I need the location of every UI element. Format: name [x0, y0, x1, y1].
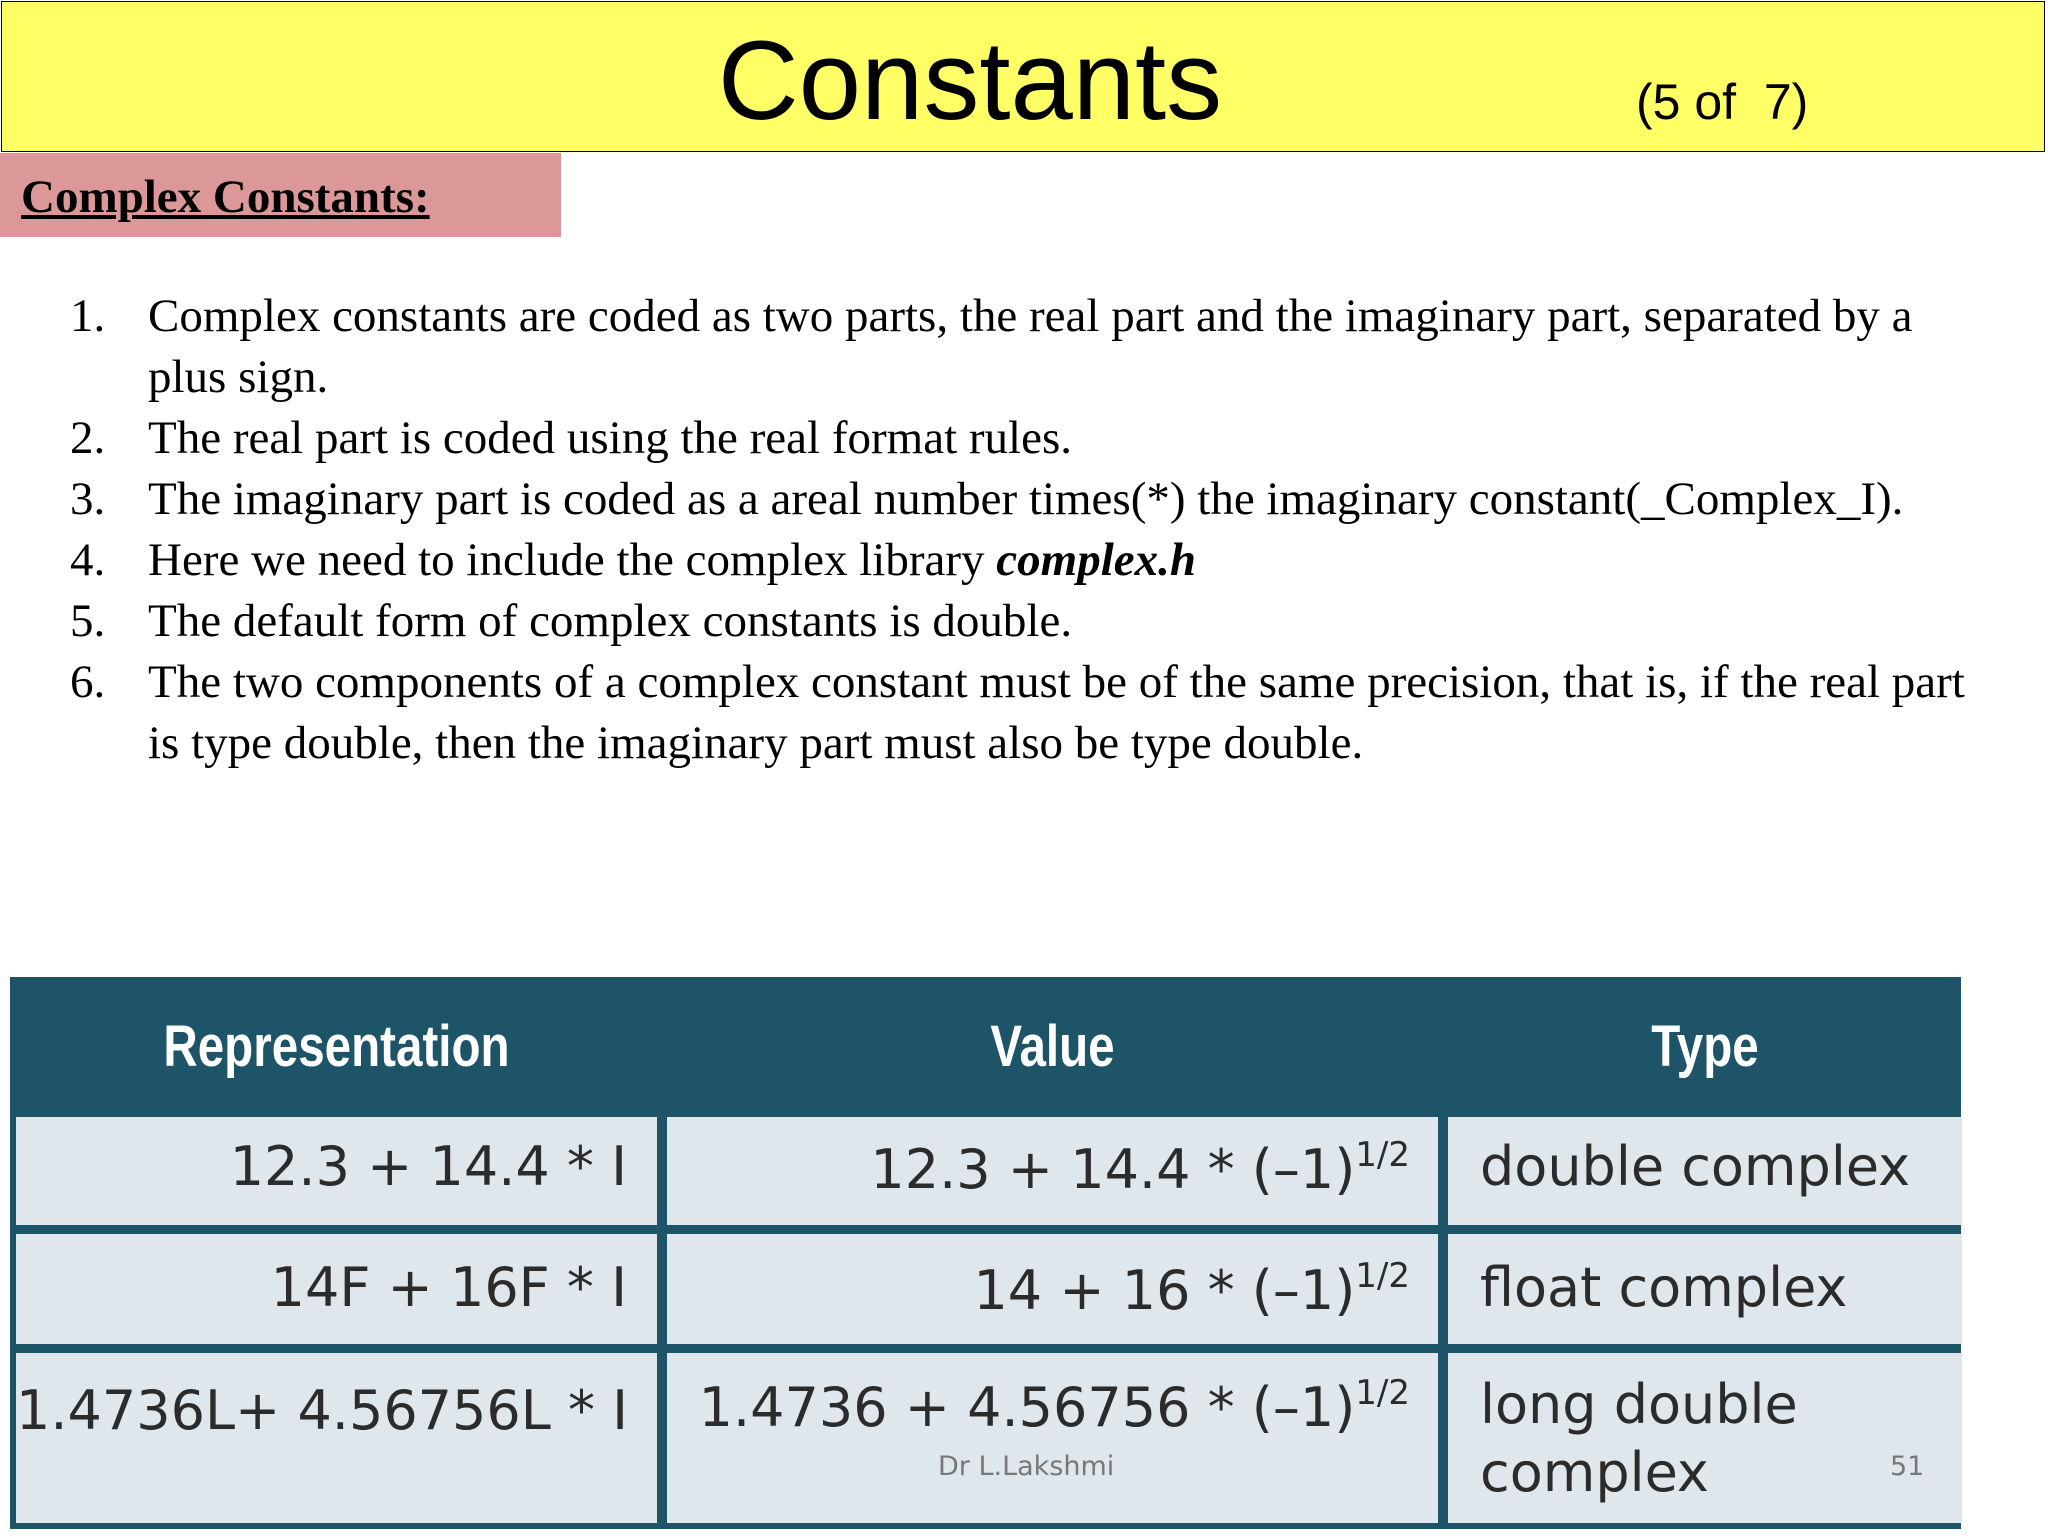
header-representation: Representation — [163, 1013, 510, 1079]
points-list — [70, 286, 1970, 774]
list-item — [70, 591, 1970, 652]
list-text: The default form of complex constants is double. — [148, 595, 1073, 647]
value-exponent: 1/2 — [1355, 1373, 1410, 1413]
cell-type: float complex — [1448, 1234, 1962, 1344]
cell-value — [667, 1353, 1438, 1523]
value-exponent: 1/2 — [1355, 1256, 1410, 1296]
list-text: Here we need to include the complex library — [148, 534, 997, 586]
list-number: 4. — [70, 534, 106, 586]
list-text-with-emphasis — [148, 530, 1968, 591]
cell-type: long double complex — [1448, 1353, 1962, 1523]
subheading-box — [0, 153, 561, 237]
list-text: The imaginary part is coded as a areal number times(*) the imaginary constant(_Complex_I). — [148, 473, 1904, 525]
footer-author: Dr L.Lakshmi — [938, 1451, 1115, 1482]
header-value: Value — [990, 1013, 1115, 1079]
title-bar — [1, 1, 2045, 152]
list-number: 2. — [70, 412, 106, 464]
page-number: 51 — [1890, 1451, 1925, 1482]
list-item — [70, 652, 1970, 774]
list-item — [70, 469, 1970, 530]
header-type: Type — [1651, 1013, 1759, 1079]
list-number: 3. — [70, 473, 106, 525]
list-item — [70, 286, 1970, 408]
cell-value — [667, 1117, 1438, 1225]
list-number: 5. — [70, 595, 106, 647]
cell-representation: 12.3 + 14.4 * I — [16, 1117, 657, 1225]
subheading: Complex Constants: — [21, 171, 430, 223]
cell-representation: 1.4736L+ 4.56756L * I — [16, 1353, 657, 1523]
cell-type: double complex — [1448, 1117, 1962, 1225]
list-text: Complex constants are coded as two parts, the real part and the imaginary part, separated by a plus sign. — [148, 290, 1913, 403]
list-item — [70, 530, 1970, 591]
page-indicator: (5 of 7) — [1636, 74, 1809, 130]
list-item — [70, 408, 1970, 469]
library-name: complex.h — [996, 534, 1197, 586]
cell-value — [667, 1234, 1438, 1344]
value-exponent: 1/2 — [1355, 1135, 1410, 1175]
list-number: 6. — [70, 656, 106, 708]
slide-title: Constants — [717, 18, 1223, 143]
list-number: 1. — [70, 290, 106, 342]
value-text: 12.3 + 14.4 * (–1) — [870, 1138, 1356, 1201]
cell-representation: 14F + 16F * I — [16, 1234, 657, 1344]
value-text: 1.4736 + 4.56756 * (–1) — [698, 1376, 1356, 1439]
value-text: 14 + 16 * (–1) — [973, 1259, 1356, 1322]
list-text: The two components of a complex constant must be of the same precision, that is, if the real part is type double, then the imaginary part must also be type double. — [148, 656, 1965, 769]
complex-constants-table — [10, 977, 1961, 1529]
list-text: The real part is coded using the real format rules. — [148, 412, 1072, 464]
